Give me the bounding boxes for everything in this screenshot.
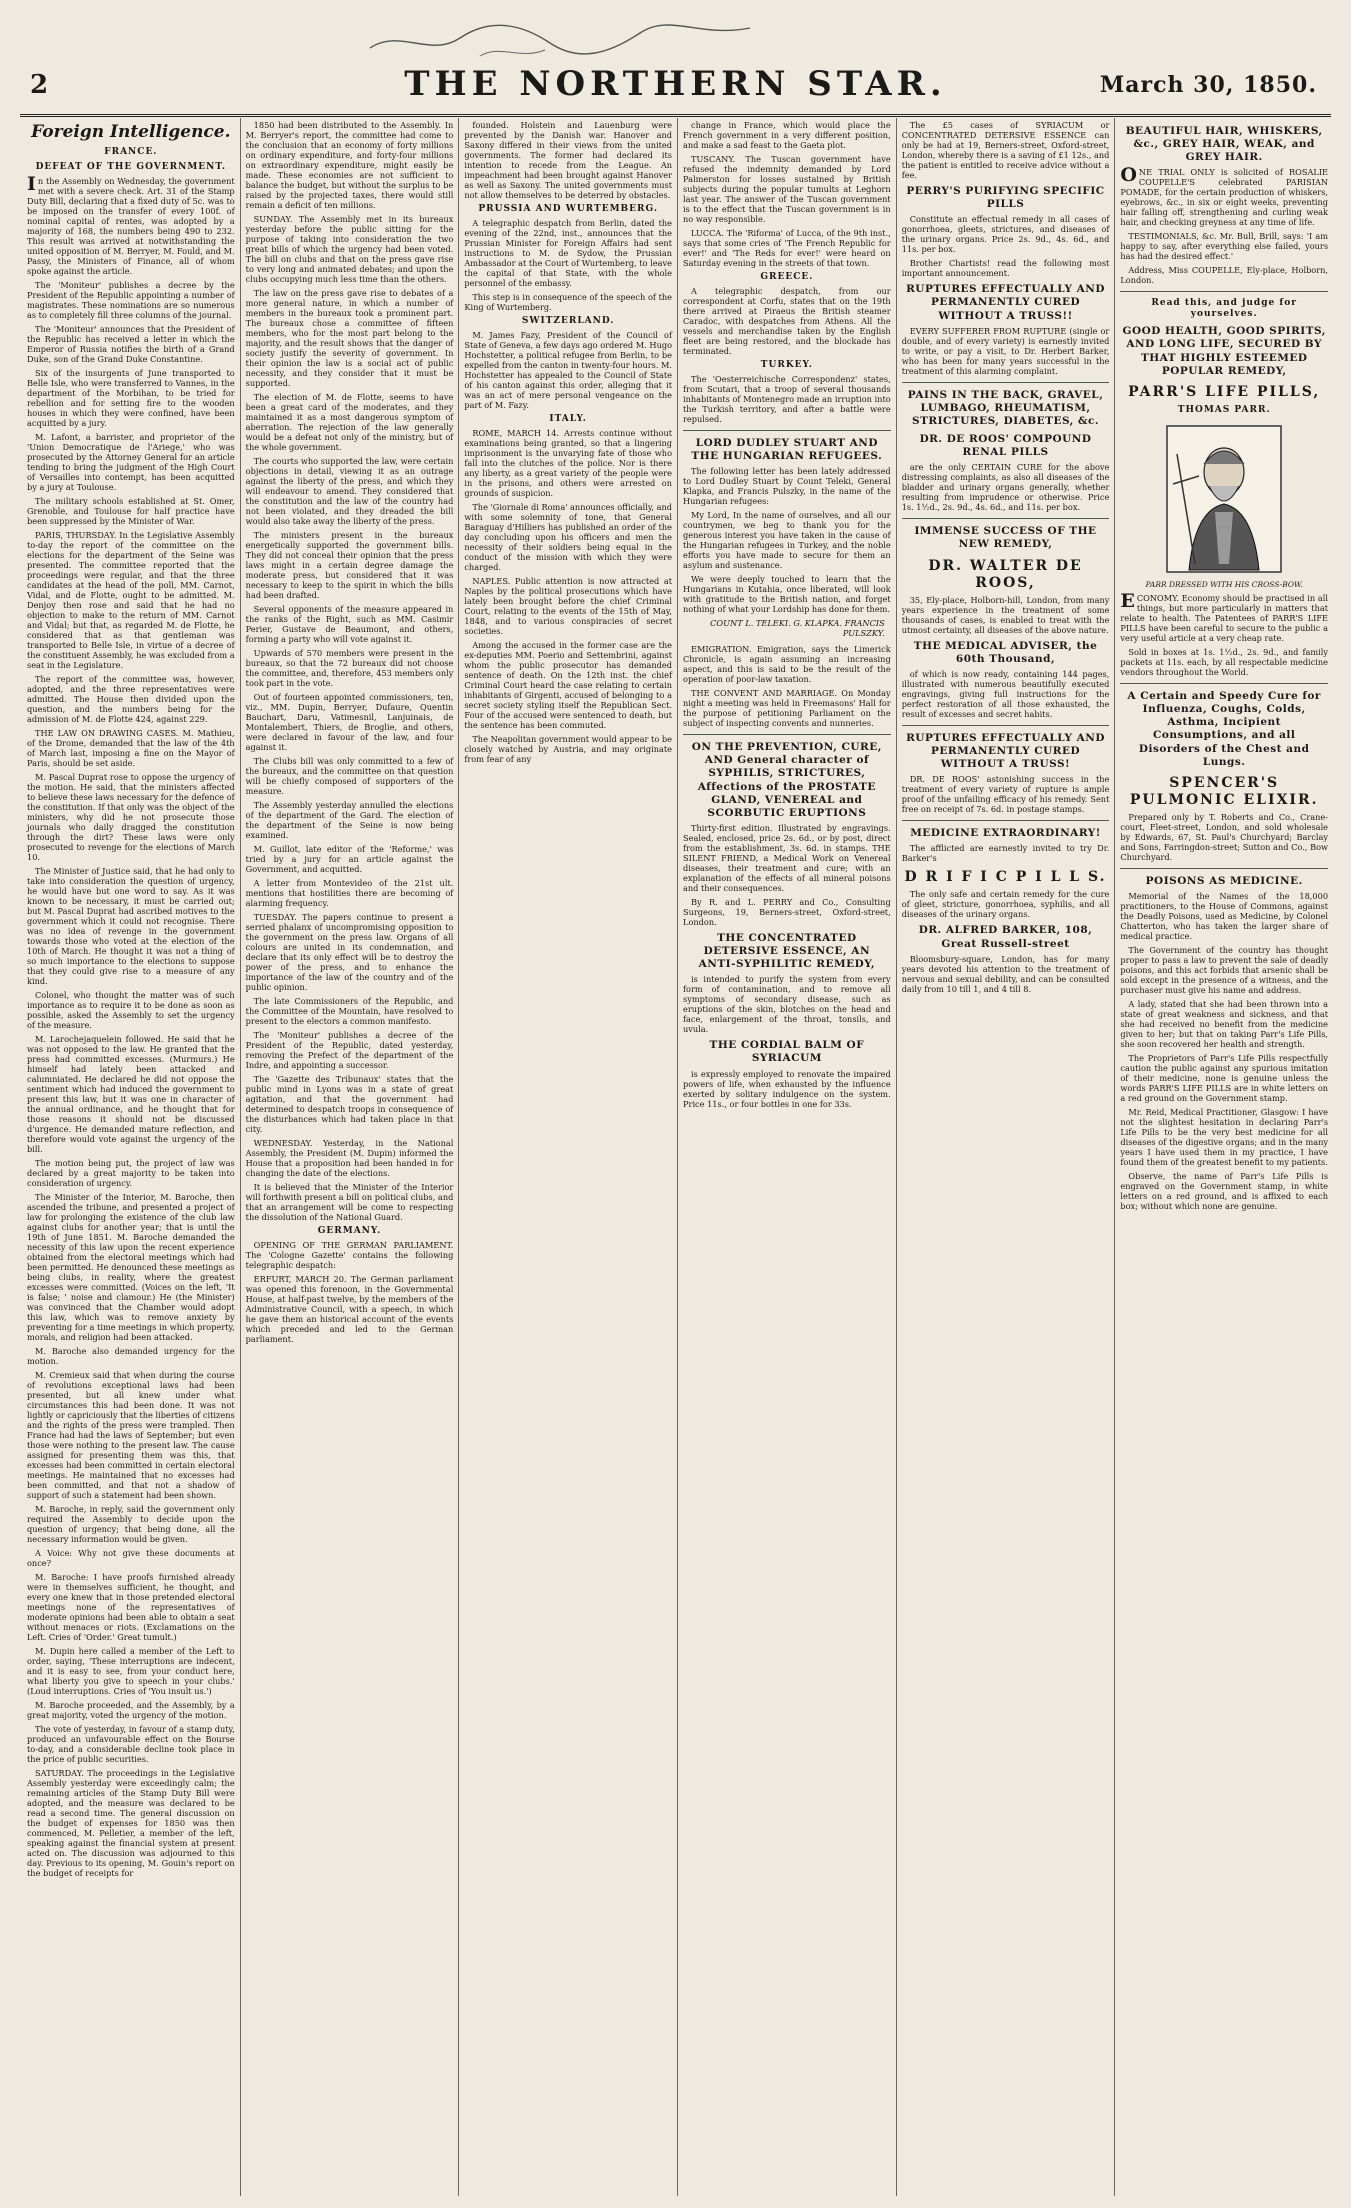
- divider: [683, 430, 891, 431]
- article-paragraph: Six of the insurgents of June transported to Belle Isle, who were transferred to Vannes, in the department of the Morbihan, to be tried for rebellion and for setting fire to the wooden houses in which they were confined, have been acquitted by a jury.: [27, 367, 235, 428]
- article-paragraph: A telegraphic despatch from Berlin, dated the evening of the 22nd, inst., announces that the Prussian Minister for Foreign Affairs had sent instructions to M. de Sydow, the Prussian Ambassador at the Court of Wurtemberg, to leave the capital of that State, with the whole personnel of the embassy.: [464, 217, 673, 288]
- columns: [22, 118, 1333, 2196]
- advertisement-text: EVERY SUFFERER FROM RUPTURE (single or double, and of every variety) is earnestly invited to write, or pay a visit, to Dr. Herbert Barker, who has been for many years successful in the treatment of this alarming complaint.: [901, 325, 1110, 376]
- country-heading-turkey: TURKEY.: [760, 359, 813, 370]
- article-paragraph: Upwards of 570 members were present in the bureaux, so that the 72 bureaux did not choose the committee, and, therefore, 453 members only took part in the vote.: [245, 648, 454, 688]
- advertisement-text: of which is now ready, containing 144 pages, illustrated with numerous beautifully executed engravings, giving full instructions for the perfect restoration of all those exhausted, the result of excesses and secret habits.: [901, 668, 1110, 719]
- article-paragraph: The 'Moniteur' announces that the President of the Republic has received a letter in which the Emperor of Russia notifies the birth of a Grand Duke, son of the Grand Duke Constantine.: [27, 323, 235, 364]
- country-heading-france: FRANCE.: [104, 146, 158, 157]
- newspaper-title: THE NORTHERN STAR.: [404, 64, 947, 104]
- issue-date: March 30, 1850.: [1099, 72, 1317, 98]
- advertisement-heading: RUPTURES EFFECTUALLY AND PERMANENTLY CURED WITHOUT A TRUSS!!: [906, 283, 1105, 322]
- article-paragraph: PARIS, THURSDAY. In the Legislative Assembly to-day the report of the committee on the elections for the department of the Seine was presented. The committee reported that the proceedings were regular, and that the three candidates at the head of the poll, MM. Carnot, Vidal, and de Flotte, ought to be admitted. M. Denjoy then rose and said that he had no objection to make to the return of MM. Carnot and Vidal; but that, as regarded M. de Flotte, he considered that as that gentleman was transported to Belle Isle, in virtue of a decree of the constituent Assembly, he was excluded from a seat in the Legislature.: [27, 529, 235, 670]
- advertisement-text: By R. and L. PERRY and Co., Consulting Surgeons, 19, Berners-street, Oxford-street, London.: [683, 896, 891, 927]
- article-paragraph: M. James Fazy, President of the Council of State of Geneva, a few days ago ordered M. Hugo Hochstetter, a political refugee from Berlin, to be expelled from the canton in twenty-four hours. M. Hochstetter has appealed to the Council of State of his canton against this order, alleging that it was an act of mere personal vengeance on the part of M. Fazy.: [464, 329, 673, 410]
- article-paragraph: NAPLES. Public attention is now attracted at Naples by the political prosecutions which have lately been brought before the chief Criminal Court, relating to the events of the 15th of May, 1848, and to various conspiracies of secret societies.: [464, 575, 673, 636]
- advertisement-text: Mr. Reid, Medical Practitioner, Glasgow: I have not the slightest hesitation in declaring Parr's Life Pills to be the very best medicine for all diseases of the digestive organs; and in the many years I have used them in my practice, I have found them of the greatest benefit to my patients.: [1120, 1107, 1329, 1168]
- article-paragraph: The 'Oesterreichische Correspondenz' states, from Scutari, that a troop of several thousands inhabitants of Montenegro made an irruption into the Turkish territory, and after a battle were repulsed.: [683, 373, 891, 424]
- article-paragraph: The Assembly yesterday annulled the elections of the department of the Gard. The election of the department of the Seine is now being examined.: [245, 800, 454, 840]
- article-paragraph: The Neapolitan government would appear to be closely watched by Austria, and may originate from fear of any: [464, 733, 673, 764]
- advertisement-text: TESTIMONIALS, &c. Mr. Bull, Brill, says: 'I am happy to say, after everything else failed, yours has had the desired effect.': [1120, 231, 1329, 262]
- advertisement-heading: THE CORDIAL BALM OF SYRIACUM: [709, 1039, 865, 1065]
- article-paragraph: Colonel, who thought the matter was of such importance as to require it to be done as soon as possible, asked the Assembly to set the urgency of the measure.: [27, 989, 235, 1030]
- advertisement-heading: DR. DE ROOS' COMPOUND RENAL PILLS: [919, 433, 1092, 459]
- article-paragraph: Out of fourteen appointed commissioners, ten, viz., MM. Dupin, Berryer, Dufaure, Quentin Bauchart, Daru, Vatimesnil, Lanjuinais, de Montalembert, Thiers, de Broglie, and others, were declared in favour of the law, and four against it.: [245, 692, 454, 752]
- divider: [902, 820, 1110, 821]
- article-paragraph: M. Baroche also demanded urgency for the motion.: [27, 1345, 235, 1366]
- country-heading-greece: GREECE.: [760, 272, 814, 282]
- article-paragraph: A letter from Montevideo of the 21st ult. mentions that hostilities there are becoming of alarming frequency.: [245, 878, 454, 908]
- advertisement-heading: THE MEDICAL ADVISER, the 60th Thousand,: [913, 639, 1098, 665]
- article-paragraph: Several opponents of the measure appeared in the ranks of the Right, such as MM. Casimir Perier, Gustave de Beaumont, and others, forming a party who will vote against it.: [245, 604, 454, 644]
- country-heading-italy: ITALY.: [549, 413, 587, 424]
- article-paragraph: THE LAW ON DRAWING CASES. M. Mathieu, of the Drome, demanded that the law of the 4th of March last, imposing a fine on the Mayor of Paris, should be set aside.: [27, 727, 235, 768]
- advertisement-heading: A Certain and Speedy Cure for Influenza, Coughs, Colds, Asthma, Incipient Consumptions, and all Disorders of the Chest and Lungs.: [1127, 690, 1321, 768]
- advertisement-heading: PERRY'S PURIFYING SPECIFIC PILLS: [906, 185, 1105, 211]
- advertisement-heading: IMMENSE SUCCESS OF THE NEW REMEDY,: [914, 525, 1097, 551]
- section-heading-foreign-intelligence: Foreign Intelligence.: [31, 122, 231, 142]
- article-paragraph: The vote of yesterday, in favour of a stamp duty, produced an unfavourable effect on the Bourse to-day, and a considerable decline took place in the price of public securities.: [27, 1723, 235, 1764]
- article-paragraph: The 'Moniteur' publishes a decree by the President of the Republic appointing a number of magistrates. These nominations are so numerous as to completely fill three columns of the journal.: [27, 279, 235, 320]
- column-2: [241, 118, 460, 2196]
- portrait-caption: PARR DRESSED WITH HIS CROSS-BOW.: [1145, 579, 1303, 589]
- advertisement-heading: PAINS IN THE BACK, GRAVEL, LUMBAGO, RHEUMATISM, STRICTURES, DIABETES, &c.: [907, 388, 1104, 427]
- country-heading-prussia: PRUSSIA AND WURTEMBERG.: [478, 204, 658, 214]
- article-paragraph: A Voice: Why not give these documents at once?: [27, 1547, 235, 1568]
- article-paragraph: My Lord, In the name of ourselves, and all our countrymen, we beg to thank you for the generous interest you have taken in the cause of the Hungarian refugees in Turkey, and the noble efforts you have made to secure for them an asylum and sustenance.: [683, 510, 891, 571]
- advertisement-text: Memorial of the Names of the 18,000 practitioners, to the House of Commons, against the Deadly Poisons, used as Medicine, by Colonel Chatterton, who has taken the larger share of medical practice.: [1120, 891, 1329, 942]
- article-paragraph: The following letter has been lately addressed to Lord Dudley Stuart by Count Teleki, General Klapka, and Francis Pulszky, in the name of the Hungarian refugees:: [683, 466, 891, 507]
- article-paragraph: The courts who supported the law, were certain objections in detail, viewing it as an outrage against the liberty of the press, and which they will endeavour to amend. They considered that the constitution and the law of the country had not been violated, and they dreaded the bill would also take away the liberty of the press.: [245, 456, 454, 526]
- advertisement-text: Constitute an effectual remedy in all cases of gonorrhoea, gleets, strictures, and diseases of the urinary organs. Price 2s. 9d., 4s. 6d., and 11s. per box.: [901, 214, 1110, 255]
- article-paragraph: The report of the committee was, however, adopted, and the three representatives were admitted. The House then divided upon the question, and the numbers being for the admission of M. de Flotte 424, against 229.: [27, 673, 235, 724]
- letter-signature: COUNT L. TELEKI. G. KLAPKA. FRANCIS PULSZKY.: [710, 618, 885, 639]
- divider: [902, 725, 1110, 726]
- article-paragraph: M. Pascal Duprat rose to oppose the urgency of the motion. He said, that the ministers affected to believe these laws necessary for the defence of the constitution. If that only was the object of the ministers, why did he not prosecute those journals who daily dragged the constitution through the dirt? These laws were only prosecuted to revenge for the elections of March 10.: [27, 771, 235, 862]
- article-paragraph: We were deeply touched to learn that the Hungarians in Kutahia, once liberated, will look with gratitude to the British nation, and forget nothing of what your Lordship has done for them.: [683, 574, 891, 615]
- advertisement-heading: POISONS AS MEDICINE.: [1145, 874, 1303, 887]
- article-paragraph: The Clubs bill was only committed to a few of the bureaux, and the committee on that question will be chiefly composed of supporters of the measure.: [245, 756, 454, 796]
- article-paragraph: ROME, MARCH 14. Arrests continue without examinations being granted, so that a lingering imprisonment is the unvarying fate of those who fall into the clutches of the police. Nor is there any liberty, as a great variety of the people were in the prisons, and others were arrested on grounds of suspicion.: [464, 427, 673, 498]
- article-paragraph: The election of M. de Flotte, seems to have been a great card of the moderates, and they maintained it as a most dangerous symptom of aberration. The rejection of the law generally would be a defeat not only of the ministry, but of the whole government.: [245, 392, 454, 452]
- article-paragraph: ERFURT, MARCH 20. The German parliament was opened this forenoon, in the Governmental House, at half-past twelve, by the members of the Administrative Council, with a speech, in which he gave them an historical account of the events which preceded and led to the German parliament.: [245, 1273, 454, 1344]
- article-paragraph: The Minister of the Interior, M. Baroche, then ascended the tribune, and presented a project of law for prolonging the existence of the club law against clubs for another year; that is until the 19th of June 1851. M. Baroche demanded the necessity of this law upon the recent experience obtained from the electoral meetings which had been permitted. He denounced these meetings as being clubs, in reality, where the greatest excesses were committed. (Voices on the left, 'It is false; ' noise and clamour.) He (the Minister) was convinced that the Chamber would adopt this law, which was to remove anxiety by preventing for a time meetings in which property, morals, and religion had been attacked.: [27, 1191, 235, 1342]
- advertisement-text: are the only CERTAIN CURE for the above distressing complaints, as also all diseases of the bladder and urinary organs generally, whether resulting from imprudence or otherwise. Price 1s. 1½d., 2s. 9d., 4s. 6d., and 11s. per box.: [901, 462, 1110, 513]
- article-paragraph: This step is in consequence of the speech of the King of Wurtemberg.: [464, 291, 673, 312]
- column-4: [678, 118, 897, 2196]
- column-3: [459, 118, 678, 2196]
- article-paragraph: 1850 had been distributed to the Assembly. In M. Berryer's report, the committee had come to the conclusion that an economy of forty millions on ordinary expenditure, and forty-four millions on extraordinary expenditure, might easily be made. These economies are not sufficient to balance the budget, but without the surplus to be raised by the projected taxes, there would still remain a deficit of ten millions.: [245, 120, 454, 210]
- article-paragraph: M. Lafont, a barrister, and proprietor of the 'Union Democratique de l'Ariege,' who was prosecuted by the Attorney General for an article tending to bring the judgment of the High Court of Versailles into contempt, has been acquitted by a jury at Toulouse.: [27, 431, 235, 492]
- article-paragraph: M. Guillot, late editor of the 'Reforme,' was tried by a jury for an article against the Government, and acquitted.: [245, 844, 454, 874]
- article-paragraph: LUCCA. The 'Riforma' of Lucca, of the 9th inst., says that some cries of 'The French Republic for ever!' and 'The Reds for ever!' were heard on Saturday evening in the streets of that town.: [683, 228, 891, 268]
- column-1: [22, 118, 241, 2196]
- article-paragraph: founded. Holstein and Lauenburg were prevented by the Danish war. Hanover and Saxony differed in their views from the united governments. The former had declared its intention to recede from the League. An impeachment had been brought against Hanover as well as Saxony. The united governments must not allow themselves to be deterred by obstacles.: [464, 120, 673, 200]
- article-paragraph: The 'Giornale di Roma' announces officially, and with some solemnity of tone, that General Baraguay d'Hilliers has published an order of the day concluding upon his officers and men the necessity of their soldiers being equal in the conduct of the mission with which they were charged.: [464, 501, 673, 572]
- masthead: [20, 64, 1331, 112]
- advertisement-text: Brother Chartists! read the following most important announcement.: [901, 258, 1110, 279]
- page-number: 2: [30, 70, 49, 100]
- article-paragraph: The motion being put, the project of law was declared by a great majority to be taken into consideration of urgency.: [27, 1157, 235, 1188]
- advertisement-text: DR. DE ROOS' astonishing success in the treatment of every variety of rupture is ample proof of the unfailing efficacy of his remedy. Sent free on receipt of 7s. 6d. in postage stamps.: [901, 774, 1110, 815]
- portrait-engraving: [1120, 424, 1328, 574]
- advertisement-heading: BEAUTIFUL HAIR, WHISKERS, &c., GREY HAIR, WEAK, and GREY HAIR.: [1125, 125, 1323, 164]
- divider: [1120, 291, 1328, 292]
- advertisement-text: The Government of the country has thought proper to pass a law to prevent the sale of deadly poisons, and this act forbids that arsenic shall be sold except in the presence of a witness, and the purchaser must give his name and address.: [1120, 945, 1329, 996]
- article-paragraph: M. Baroche: I have proofs furnished already were in themselves sufficient, he thought, and every one knew that in those pretended electoral meetings none of the representatives of moderate opinions had been able to obtain a seat without menaces or riots. (Exclamations on the Left. Cries of 'Order.' Great tumult.): [27, 1571, 235, 1642]
- article-paragraph: In the Assembly on Wednesday, the government met with a severe check. Art. 31 of the Stamp Duty Bill, declaring that a fixed duty of 5c. was to be imposed on the transfer of every 100f. of nominal capital of rentes, was adopted by a majority of 168, the numbers being 490 to 232. This result was arrived at notwithstanding the united opposition of M. Berryer, M. Fould, and M. Passy, the Ministers of Finance, all of whom spoke against the article.: [27, 172, 235, 276]
- advertisement-text: ONE TRIAL ONLY is solicited of ROSALIE COUPELLE'S celebrated PARISIAN POMADE, for the certain production of whiskers, eyebrows, &c., in six or eight weeks, preventing hair falling off, strengthening and curling weak hair, and checking greyness at any time of life.: [1120, 164, 1329, 228]
- advertisement-text: Address, Miss COUPELLE, Ely-place, Holborn, London.: [1120, 265, 1329, 286]
- advertisement-text: ECONOMY. Economy should be practised in all things, but more particularly in matters that relate to health. The Patentees of PARR'S LIFE PILLS have been careful to secure to the public a very useful article at a very cheap rate.: [1120, 590, 1329, 643]
- article-paragraph: SATURDAY. The proceedings in the Legislative Assembly yesterday were exceedingly calm; the remaining articles of the Stamp Duty Bill were adopted, and the measure was declared to be read a second time. The general discussion on the budget of expenses for 1850 was then commenced, M. Pelletier, a member of the left, speaking against the financial system at present acted on. The discussion was adjourned to this day. Previous to its opening, M. Gouin's report on the budget of receipts for: [27, 1767, 235, 1878]
- advertisement-text: is intended to purify the system from every form of contamination, and to remove all symptoms of secondary disease, such as eruptions of the skin, blotches on the head and face, enlargement of the throat, tonsils, and uvula.: [683, 974, 891, 1035]
- advertisement-heading: DR. ALFRED BARKER, 108, Great Russell-street: [918, 924, 1093, 950]
- article-paragraph: M. Baroche proceeded, and the Assembly, by a great majority, voted the urgency of the motion.: [27, 1699, 235, 1720]
- handwritten-annotation: [360, 8, 760, 68]
- article-paragraph: OPENING OF THE GERMAN PARLIAMENT. The 'Cologne Gazette' contains the following telegraphic despatch:: [245, 1239, 454, 1270]
- advertisement-text: The £5 cases of SYRIACUM or CONCENTRATED DETERSIVE ESSENCE can only be had at 19, Berners-street, Oxford-street, London, whereby there is a saving of £1 12s., and the patient is entitled to receive advice without a fee.: [901, 120, 1110, 180]
- advertisement-text: Observe, the name of Parr's Life Pills is engraved on the Government stamp, in white letters on a red ground, and is affixed to each box; without which none are genuine.: [1120, 1171, 1329, 1212]
- advertisement-title: D R I F I C P I L L S.: [904, 869, 1107, 886]
- article-paragraph: M. Cremieux said that when during the course of revolutions exceptional laws had been presented, but all knew under what circumstances this had been done. It was not lightly or capriciously that the liberties of citizens and the rights of the press were trampled. Then France had had the laws of September; but even those were nothing to the present law. The cause assigned for presenting them was this, that excesses had been committed in certain electoral meetings. He maintained that no excesses had been committed, and that not a shadow of support of such a statement had been shown.: [27, 1369, 235, 1500]
- article-paragraph: EMIGRATION. Emigration, says the Limerick Chronicle, is again assuming an increasing aspect, and this is said to be the result of the operation of poor-law taxation.: [683, 644, 891, 685]
- portrait-name: THOMAS PARR.: [1177, 404, 1271, 415]
- article-paragraph: TUESDAY. The papers continue to present a serried phalanx of uncompromising opposition to the government on the press law. Organs of all colours are united in its condemnation, and declare that its only effect will be to destroy the power of the press, and to enhance the importance of the law of the country and of the public opinion.: [245, 912, 454, 992]
- article-paragraph: The late Commissioners of the Republic, and the Committee of the Mountain, have resolved to present to the electors a common manifesto.: [245, 996, 454, 1026]
- advertisement-tagline: Read this, and judge for yourselves.: [1151, 298, 1297, 320]
- masthead-rule: [20, 114, 1331, 117]
- article-paragraph: It is believed that the Minister of the Interior will forthwith present a bill on political clubs, and that an arrangement will be come to respecting the dissolution of the National Guard.: [245, 1182, 454, 1222]
- advertisement-text: The Proprietors of Parr's Life Pills respectfully caution the public against any spurious imitation of their medicine, none is genuine unless the words PARR'S LIFE PILLS are in white letters on a red ground on the Government stamp.: [1120, 1053, 1329, 1104]
- country-heading-germany: GERMANY.: [317, 1226, 382, 1236]
- article-paragraph: The 'Gazette des Tribunaux' states that the public mind in Lyons was in a state of great agitation, and that the government had determined to despatch troops in consequence of the disturbances which had taken place in that city.: [245, 1074, 454, 1134]
- article-paragraph: M. Larochejaquelein followed. He said that he was not opposed to the law. He granted that the press had committed excesses. (Murmurs.) He himself had lately been attacked and calumniated. He declared he did not oppose the sentiment which had induced the government to present this law, but it was one in character of the annual ordinance, and he thought that for those reasons it should not be discussed d'urgence. He demanded mature reflection, and therefore would vote against the urgency of the bill.: [27, 1033, 235, 1154]
- article-paragraph: The military schools established at St. Omer, Grenoble, and Toulouse for half practice have been suppressed by the Minister of War.: [27, 495, 235, 526]
- article-paragraph: The ministers present in the bureaux energetically supported the government bills. They did not conceal their opinion that the press laws might in a certain degree damage the moderate press, but considered that it was necessary to keep to the spirit in which the bills had been drafted.: [245, 530, 454, 600]
- article-paragraph: The law on the press gave rise to debates of a more general nature, in which a number of members in the bureaux took a prominent part. The bureaux chose a committee of fifteen members, who for the most part belong to the majority, and the result shows that the danger of society justify the severity of government. In their opinion the law is a social act of public necessity, and they consider that it must be supported.: [245, 288, 454, 388]
- article-paragraph: M. Dupin here called a member of the Left to order, saying, 'These interruptions are indecent, and it is easy to see, from your conduct here, what liberty you give to speech in your clubs.' (Loud interruptions. Cries of 'You insult us.'): [27, 1645, 235, 1696]
- article-paragraph: SUNDAY. The Assembly met in its bureaux yesterday before the public sitting for the purpose of taking into consideration the two great bills of which the urgency had been voted. The bill on clubs and that on the press gave rise to very long and animated debates; and upon the clubs occupying much less time than the others.: [245, 214, 454, 284]
- advertisement-title: PARR'S LIFE PILLS,: [1128, 383, 1321, 400]
- article-paragraph: A telegraphic despatch, from our correspondent at Corfu, states that on the 19th there arrived at Piraeus the British steamer Caradoc, with despatches from Athens. All the vessels and merchandise taken by the English fleet are being restored, and the blockade has terminated.: [683, 285, 891, 356]
- article-paragraph: change in France, which would place the French government in a very different position, and make a sad feast to the Gaeta plot.: [683, 120, 891, 150]
- advertisement-text: Sold in boxes at 1s. 1½d., 2s. 9d., and family packets at 11s. each, by all respectable medicine vendors throughout the World.: [1120, 647, 1329, 677]
- old-man-portrait-icon: [1165, 424, 1283, 574]
- column-6: [1115, 118, 1333, 2196]
- advertisement-title: DR. WALTER DE ROOS,: [928, 557, 1083, 591]
- advertisement-heading: ON THE PREVENTION, CURE, AND General character of SYPHILIS, STRICTURES, Affections of the PROSTATE GLAND, VENEREAL and SCORBUTIC ERUPTIONS: [691, 741, 882, 819]
- advertisement-text: 35, Ely-place, Holborn-hill, London, from many years experience in the treatment of some thousands of cases, is enabled to treat with the utmost certainty, all diseases of the above nature.: [901, 594, 1110, 635]
- article-paragraph: WEDNESDAY. Yesterday, in the National Assembly, the President (M. Dupin) informed the House that a proposition had been handed in for changing the date of the elections.: [245, 1138, 454, 1178]
- article-paragraph: The 'Moniteur' publishes a decree of the President of the Republic, dated yesterday, removing the Prefect of the department of the Indre, and appointing a successor.: [245, 1030, 454, 1070]
- divider: [902, 518, 1110, 519]
- country-heading-switzerland: SWITZERLAND.: [521, 315, 615, 326]
- divider: [1120, 868, 1328, 869]
- article-paragraph: The Minister of Justice said, that he had only to take into consideration the question of urgency, he would have but one word to say. As it was known to be necessary, it must be carried out; but M. Pascal Duprat had ascribed motives to the government which it could not recognise. There was no idea of revenge in the government towards those who voted at the election of the 10th of March. He thought it was not a thing of so much importance to the elections to suppose that they could give rise to a measure of any kind.: [27, 865, 235, 986]
- advertisement-heading: MEDICINE EXTRAORDINARY!: [910, 827, 1101, 840]
- advertisement-text: Thirty-first edition. Illustrated by engravings. Sealed, enclosed, price 2s. 6d., or by post, direct from the establishment, 3s. 6d. in stamps. THE SILENT FRIEND, a Medical Work on Venereal diseases, their treatment and cure; with an explanation of the effects of all mineral poisons and their consequences.: [683, 822, 891, 893]
- advertisement-title: SPENCER'S PULMONIC ELIXIR.: [1129, 774, 1319, 808]
- column-5: [897, 118, 1116, 2196]
- advertisement-heading: RUPTURES EFFECTUALLY AND PERMANENTLY CURED WITHOUT A TRUSS!: [906, 731, 1105, 771]
- article-paragraph: M. Baroche, in reply, said the government only required the Assembly to decide upon the question of urgency; that being done, all the necessary information would be given.: [27, 1503, 235, 1544]
- advertisement-text: A lady, stated that she had been thrown into a state of great weakness and sickness, and that she had received no benefit from the medicine given to her; but that on taking Parr's Life Pills, she soon recovered her health and strength.: [1120, 999, 1329, 1050]
- article-paragraph: THE CONVENT AND MARRIAGE. On Monday night a meeting was held in Freemasons' Hall for the purpose of petitioning Parliament on the subject of inspecting convents and nunneries.: [683, 688, 891, 729]
- advertisement-heading: GOOD HEALTH, GOOD SPIRITS, AND LONG LIFE, SECURED BY THAT HIGHLY ESTEEMED POPULAR REMEDY,: [1122, 325, 1326, 377]
- divider: [1120, 683, 1328, 684]
- article-paragraph: TUSCANY. The Tuscan government have refused the indemnity demanded by Lord Palmerston for losses sustained by British subjects during the popular tumults at Leghorn last year. The answer of the Tuscan government is to the effect that the Tuscan government is in no way responsible.: [683, 154, 891, 224]
- article-paragraph: Among the accused in the former case are the ex-deputies MM. Poerio and Settembrini, against whom the public prosecutor has demanded sentence of death. On the 12th inst. the chief Criminal Court heard the case relating to certain inhabitants of Girgenti, accused of belonging to a secret society styling itself the Republican Sect. Four of the accused were sentenced to death, but the sentence has been commuted.: [464, 639, 673, 730]
- advertisement-text: The afflicted are earnestly invited to try Dr. Barker's: [901, 843, 1110, 864]
- divider: [683, 734, 891, 735]
- advertisement-text: is expressly employed to renovate the impaired powers of life, when exhausted by the influence exerted by solitary indulgence on the system. Price 11s., or four bottles in one for 33s.: [683, 1068, 891, 1109]
- advertisement-heading: THE CONCENTRATED DETERSIVE ESSENCE, AN ANTI-SYPHILITIC REMEDY,: [698, 931, 876, 971]
- advertisement-text: The only safe and certain remedy for the cure of gleet, stricture, gonorrhoea, syphilis, and all diseases of the urinary organs.: [901, 889, 1110, 920]
- article-subheading: DEFEAT OF THE GOVERNMENT.: [35, 161, 227, 172]
- divider: [902, 382, 1110, 383]
- article-heading-hungarian-refugees: LORD DUDLEY STUART AND THE HUNGARIAN REFUGEES.: [691, 436, 883, 463]
- advertisement-text: Prepared only by T. Roberts and Co., Crane-court, Fleet-street, London, and sold wholesale by Edwards, 67, St. Paul's Churchyard; Barclay and Sons, Farringdon-street; Sutton and Co., Bow Churchyard.: [1120, 811, 1329, 862]
- advertisement-text: Bloomsbury-square, London, has for many years devoted his attention to the treatment of nervous and sexual debility, and can be consulted daily from 10 till 1, and 4 till 8.: [901, 953, 1110, 994]
